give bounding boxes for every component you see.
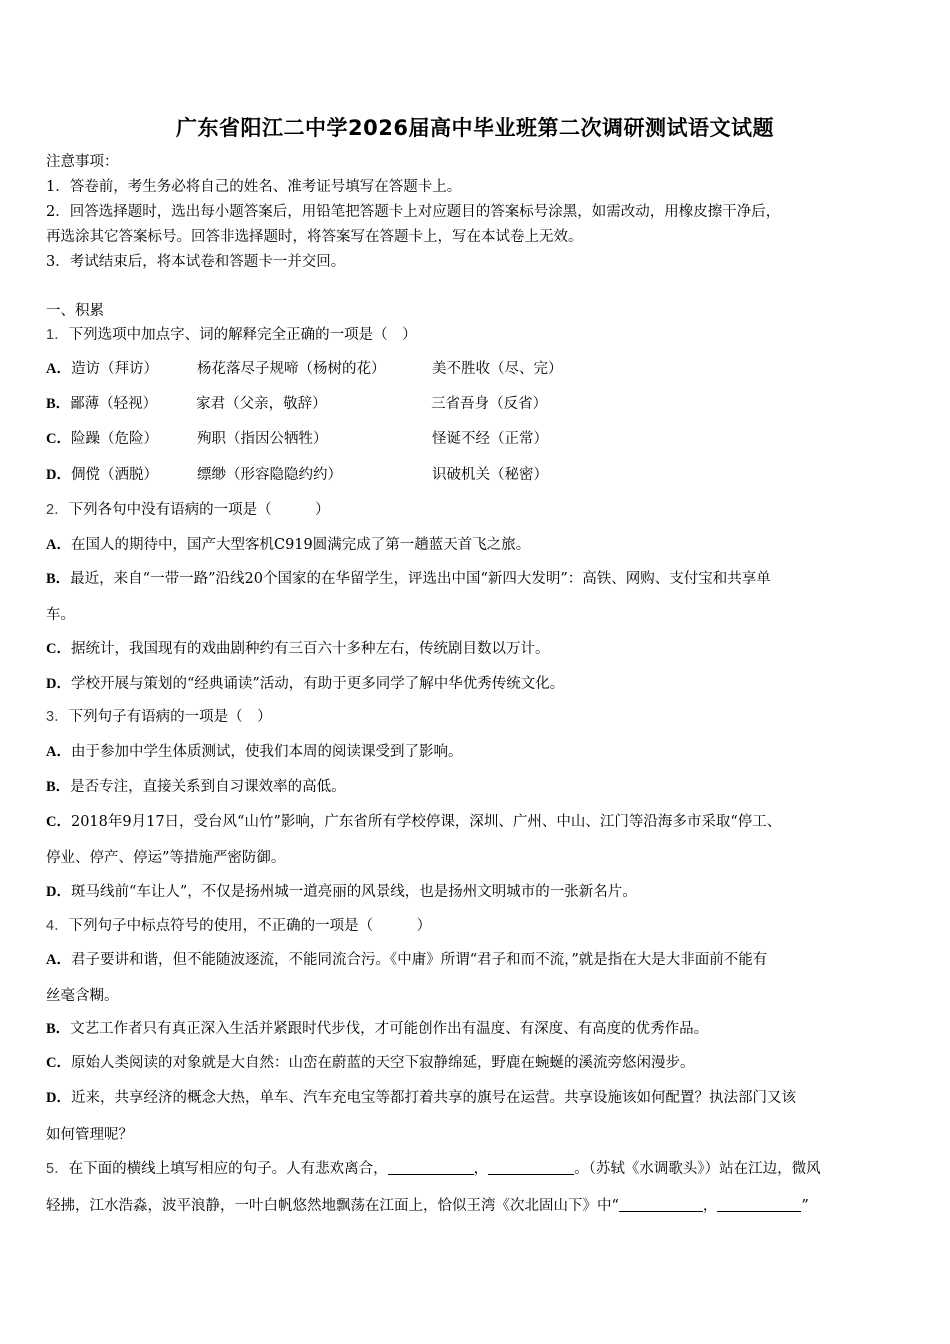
question-3-option-c-cont: 停业、停产、停运”等措施严密防御。 — [46, 850, 286, 866]
question-4-option-d — [46, 1088, 796, 1108]
option-text: 由于参加中学生体质测试，使我们本周的阅读课受到了影响。 — [70, 744, 463, 760]
option-term: 险躁（危险） — [70, 431, 158, 447]
question-1-option-d — [46, 465, 548, 485]
option-text: 是否专注，直接关系到自习课效率的高低。 — [70, 779, 346, 795]
answer-blank[interactable] — [388, 1160, 474, 1175]
option-label: D． — [46, 467, 71, 483]
question-text: 下列句子有语病的一项是（ ） — [68, 709, 272, 725]
question-1-option-c — [46, 429, 548, 449]
question-1-stem — [46, 325, 417, 345]
option-text: 原始人类阅读的对象就是大自然：山峦在蔚蓝的天空下寂静绵延，野鹿在蜿蜒的溪流旁悠闲漫步。 — [70, 1055, 695, 1071]
option-text: 据统计，我国现有的戏曲剧种约有三百六十多种左右，传统剧目数以万计。 — [70, 641, 550, 657]
question-text: ” — [801, 1198, 809, 1214]
option-term: 造访（拜访） — [70, 361, 158, 377]
option-text: 最近，来自“一带一路”沿线20个国家的在华留学生，评选出中国“新四大发明”：高铁、网购、支付宝和共享单 — [70, 571, 771, 587]
question-text: 在下面的横线上填写相应的句子。人有悲欢离合， — [68, 1161, 388, 1177]
question-4-option-a — [46, 950, 767, 970]
question-text: ， — [702, 1198, 718, 1214]
notice-item: 2．回答选择题时，选出每小题答案后，用铅笔把答题卡上对应题目的答案标号涂黑，如需改动，用橡皮擦干净后， — [46, 204, 781, 220]
option-label: B． — [46, 571, 71, 587]
question-text: 下列句子中标点符号的使用，不正确的一项是（ ） — [68, 918, 432, 934]
option-label: C． — [46, 431, 71, 447]
question-number: 5． — [46, 1161, 69, 1177]
question-1-option-a — [46, 359, 562, 379]
answer-blank[interactable] — [619, 1197, 703, 1212]
answer-blank[interactable] — [488, 1160, 574, 1175]
notice-item: 再选涂其它答案标号。回答非选择题时，将答案写在答题卡上，写在本试卷上无效。 — [46, 229, 583, 245]
option-text: 2018年9月17日，受台风“山竹”影响，广东省所有学校停课，深圳、广州、中山、江门等沿海多市采取“停工、 — [70, 814, 782, 830]
page-title: 广东省阳江二中学2026届高中毕业班第二次调研测试语文试题 — [176, 116, 774, 140]
question-2-option-d — [46, 674, 564, 694]
question-text: 下列各句中没有语病的一项是（ ） — [68, 502, 330, 518]
option-label: C． — [46, 814, 71, 830]
question-3-option-c — [46, 812, 781, 832]
option-term: 杨花落尽子规啼（杨树的花） — [196, 361, 386, 377]
option-label: D． — [46, 884, 71, 900]
option-label: D． — [46, 676, 71, 692]
option-label: D． — [46, 1090, 71, 1106]
answer-blank[interactable] — [717, 1197, 801, 1212]
option-term: 识破机关（秘密） — [431, 467, 548, 483]
option-label: A． — [46, 361, 71, 377]
question-4-option-a-cont: 丝毫含糊。 — [46, 988, 119, 1004]
option-text: 近来，共享经济的概念大热，单车、汽车充电宝等都打着共享的旗号在运营。共享设施该如何配置？执法部门又该 — [70, 1090, 796, 1106]
question-2-option-b-cont: 车。 — [46, 607, 75, 623]
question-4-option-d-cont: 如何管理呢？ — [46, 1127, 133, 1143]
question-3-option-a — [46, 742, 462, 762]
question-4-option-c — [46, 1053, 694, 1073]
notice-item: 3．考试结束后，将本试卷和答题卡一并交回。 — [46, 254, 346, 270]
option-label: A． — [46, 537, 71, 553]
question-number: 4． — [46, 918, 69, 934]
question-text: 轻拂，江水浩淼，波平浪静，一叶白帆悠然地飘荡在江面上，恰似王湾《次北固山下》中“ — [46, 1198, 619, 1214]
option-term: 鄙薄（轻视） — [70, 396, 158, 412]
question-2-stem — [46, 500, 330, 520]
section-heading: 一、积累 — [46, 303, 104, 319]
option-term: 倜傥（洒脱） — [70, 467, 158, 483]
question-2-option-b — [46, 569, 771, 589]
question-number: 1． — [46, 327, 69, 343]
option-term: 怪诞不经（正常） — [431, 431, 548, 447]
question-text: 下列选项中加点字、词的解释完全正确的一项是（ ） — [68, 327, 417, 343]
question-text: ， — [473, 1161, 489, 1177]
option-term: 家君（父亲，敬辞） — [196, 396, 327, 412]
option-term: 美不胜收（尽、完） — [431, 361, 563, 377]
option-term: 三省吾身（反省） — [431, 396, 548, 412]
option-term: 缥缈（形容隐隐约约） — [196, 467, 342, 483]
option-label: C． — [46, 1055, 71, 1071]
question-3-option-d — [46, 882, 637, 902]
option-label: B． — [46, 1021, 71, 1037]
question-text: 。（苏轼《水调歌头》）站在江边，微风 — [574, 1161, 821, 1177]
question-2-option-a — [46, 535, 530, 555]
notice-item: 1．答卷前，考生务必将自己的姓名、准考证号填写在答题卡上。 — [46, 179, 462, 195]
question-3-stem — [46, 707, 272, 727]
option-label: A． — [46, 744, 71, 760]
question-1-option-b — [46, 394, 547, 414]
option-text: 学校开展与策划的“经典诵读”活动，有助于更多同学了解中华优秀传统文化。 — [70, 676, 565, 692]
option-text: 君子要讲和谐，但不能随波逐流，不能同流合污。《中庸》所谓“君子和而不流，”就是指在大是大非面前不能有 — [70, 952, 768, 968]
question-4-stem — [46, 916, 431, 936]
question-2-option-c — [46, 639, 549, 659]
option-label: B． — [46, 779, 71, 795]
question-5-line-1 — [46, 1159, 821, 1179]
notice-heading: 注意事项： — [46, 154, 119, 170]
option-text: 斑马线前“车让人”，不仅是扬州城一道亮丽的风景线，也是扬州文明城市的一张新名片。 — [70, 884, 637, 900]
question-number: 2． — [46, 502, 69, 518]
option-term: 殉职（指因公牺牲） — [196, 431, 328, 447]
question-3-option-b — [46, 777, 346, 797]
option-text: 文艺工作者只有真正深入生活并紧跟时代步伐，才可能创作出有温度、有深度、有高度的优秀作品。 — [70, 1021, 709, 1037]
question-4-option-b — [46, 1019, 708, 1039]
question-number: 3． — [46, 709, 69, 725]
option-text: 在国人的期待中，国产大型客机C919圆满完成了第一趟蓝天首飞之旅。 — [70, 537, 531, 553]
option-label: A． — [46, 952, 71, 968]
question-5-line-2 — [46, 1196, 809, 1216]
option-label: B． — [46, 396, 71, 412]
option-label: C． — [46, 641, 71, 657]
